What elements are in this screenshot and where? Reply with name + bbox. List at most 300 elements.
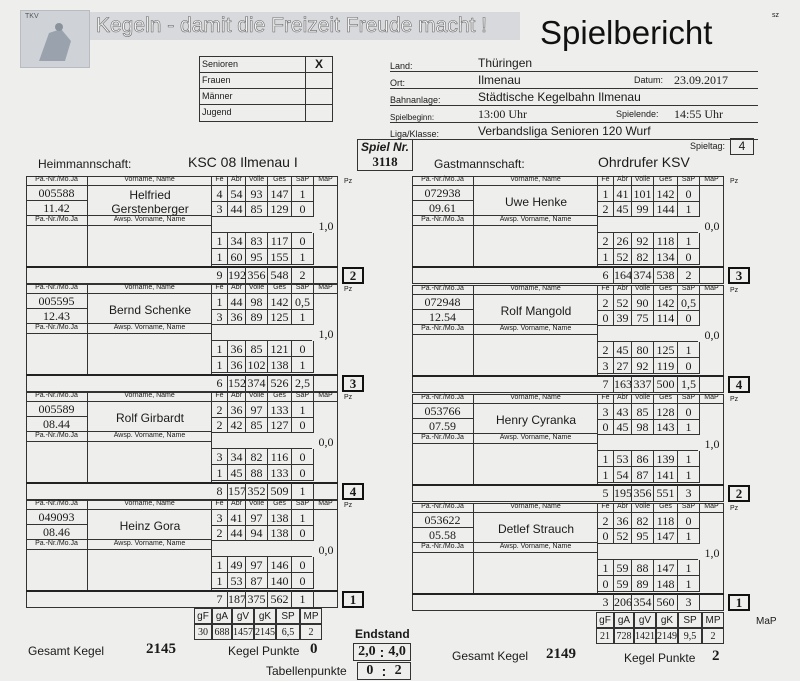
sub-name bbox=[88, 334, 212, 374]
player-pa: 053622 bbox=[412, 513, 474, 528]
player-pz: 4 bbox=[728, 376, 750, 393]
blank-row bbox=[212, 325, 312, 341]
col-header: Abr bbox=[614, 394, 632, 404]
score-cell: 0 bbox=[292, 573, 314, 589]
score-cell: 59 bbox=[614, 560, 632, 576]
sum-cell: 2,5 bbox=[292, 375, 314, 392]
col-header: Vorname, Name bbox=[88, 176, 212, 186]
banner-text: Kegeln - damit die Freizeit Freude macht ! bbox=[96, 14, 488, 37]
endstand-guest: 4,0 bbox=[388, 644, 406, 659]
score-cell: 0 bbox=[678, 186, 700, 202]
score-cell: 1 bbox=[678, 342, 700, 358]
score-cell: 117 bbox=[268, 233, 292, 249]
col-header: SaP bbox=[678, 503, 700, 513]
score-cell: 144 bbox=[654, 201, 678, 217]
col-header: Awsp. Vorname, Name bbox=[474, 325, 598, 335]
score-cell: 44 bbox=[228, 294, 246, 310]
score-cell: 119 bbox=[654, 358, 678, 374]
score-cell: 2 bbox=[212, 417, 228, 433]
score-cell: 1 bbox=[212, 233, 228, 249]
score-cell: 0 bbox=[292, 201, 314, 217]
score-cell: 139 bbox=[654, 451, 678, 467]
sub-pa bbox=[26, 550, 88, 590]
score-cell: 0 bbox=[598, 310, 614, 326]
score-cell: 34 bbox=[228, 449, 246, 465]
totals-header: MaP bbox=[756, 616, 777, 627]
totals-header: MP bbox=[702, 612, 724, 628]
sub-pa bbox=[26, 442, 88, 482]
score-cell: 75 bbox=[632, 310, 654, 326]
score-cell: 129 bbox=[268, 201, 292, 217]
tab-guest: 2 bbox=[394, 663, 402, 678]
score-cell: 1 bbox=[678, 419, 700, 435]
datum-value: 23.09.2017 bbox=[674, 73, 728, 87]
score-cell: 60 bbox=[228, 249, 246, 265]
score-cell: 41 bbox=[228, 510, 246, 526]
score-cell: 86 bbox=[632, 451, 654, 467]
col-header: Pa.-Nr./Mo.Ja bbox=[412, 325, 474, 335]
col-header: Fe bbox=[598, 176, 614, 186]
score-cell: 2 bbox=[598, 342, 614, 358]
col-header: Fe bbox=[598, 285, 614, 295]
corner-code: sz bbox=[772, 12, 779, 19]
col-header: Pz bbox=[344, 502, 353, 509]
player-pz: 1 bbox=[342, 591, 364, 608]
score-cell: 53 bbox=[228, 573, 246, 589]
score-cell: 0 bbox=[678, 310, 700, 326]
score-cell: 0 bbox=[678, 404, 700, 420]
score-cell: 36 bbox=[228, 341, 246, 357]
score-cell: 147 bbox=[268, 186, 292, 202]
score-cell: 1 bbox=[598, 249, 614, 265]
sum-cell: 195 bbox=[614, 486, 632, 500]
col-header: SaP bbox=[678, 176, 700, 186]
sum-cell: 2 bbox=[678, 267, 700, 284]
col-header: Volle bbox=[632, 285, 654, 295]
score-cell: 0 bbox=[292, 417, 314, 433]
tab-home: 0 bbox=[366, 663, 374, 678]
score-cell: 1 bbox=[212, 341, 228, 357]
col-header: Abr bbox=[228, 284, 246, 294]
col-header: Pz bbox=[344, 286, 353, 293]
home-team-name: KSC 08 Ilmenau I bbox=[188, 154, 298, 170]
player-pz: 2 bbox=[342, 267, 364, 284]
guest-kegel-punkte: 2 bbox=[712, 648, 720, 664]
sum-cell: 548 bbox=[268, 267, 292, 284]
totals-value: 688 bbox=[212, 624, 232, 640]
score-cell: 0 bbox=[598, 419, 614, 435]
col-header: Pa.-Nr./Mo.Ja bbox=[412, 176, 474, 186]
player-name: Detlef Strauch bbox=[497, 522, 575, 536]
score-cell: 3 bbox=[212, 510, 228, 526]
col-header: Vorname, Name bbox=[474, 503, 598, 513]
category-row: Jugend bbox=[200, 105, 332, 121]
score-cell: 98 bbox=[246, 294, 268, 310]
score-cell: 97 bbox=[246, 402, 268, 418]
sub-pa bbox=[412, 444, 474, 484]
col-header: Pa.-Nr./Mo.Ja bbox=[26, 284, 88, 294]
bahn-value: Städtische Kegelbahn Ilmenau bbox=[478, 90, 641, 104]
score-cell: 134 bbox=[654, 249, 678, 265]
score-cell: 0,5 bbox=[292, 294, 314, 310]
score-cell: 82 bbox=[246, 449, 268, 465]
score-cell: 102 bbox=[246, 357, 268, 373]
home-total-label: Gesamt Kegel bbox=[28, 644, 105, 658]
sum-cell: 375 bbox=[246, 591, 268, 608]
player-name: Helfried bbox=[129, 188, 171, 202]
col-header: Pz bbox=[344, 394, 353, 401]
score-cell: 101 bbox=[632, 186, 654, 202]
score-cell: 1 bbox=[292, 510, 314, 526]
score-cell: 1 bbox=[598, 560, 614, 576]
ort-value: Ilmenau bbox=[478, 73, 521, 87]
sum-cell: 8 bbox=[212, 483, 228, 500]
score-cell: 1 bbox=[598, 451, 614, 467]
player-moja: 09.61 bbox=[412, 201, 474, 216]
score-cell: 1 bbox=[598, 467, 614, 483]
score-cell: 88 bbox=[632, 560, 654, 576]
player-moja: 08.44 bbox=[26, 417, 88, 432]
sum-cell: 560 bbox=[654, 594, 678, 611]
score-cell: 1 bbox=[212, 294, 228, 310]
sub-name bbox=[88, 550, 212, 590]
sum-cell: 374 bbox=[246, 375, 268, 392]
col-header: Pa.-Nr./Mo.Ja bbox=[26, 324, 88, 334]
score-cell: 39 bbox=[614, 310, 632, 326]
score-cell: 41 bbox=[614, 186, 632, 202]
col-header: Fe bbox=[212, 284, 228, 294]
totals-value: 30 bbox=[194, 624, 212, 640]
sub-pa bbox=[26, 334, 88, 374]
player-moja: 07.59 bbox=[412, 419, 474, 434]
score-cell: 0 bbox=[598, 576, 614, 592]
score-cell: 95 bbox=[632, 528, 654, 544]
score-cell: 147 bbox=[654, 560, 678, 576]
score-cell: 85 bbox=[246, 341, 268, 357]
score-cell: 54 bbox=[614, 467, 632, 483]
col-header: Fe bbox=[598, 503, 614, 513]
sum-cell: 352 bbox=[246, 483, 268, 500]
score-cell: 49 bbox=[228, 557, 246, 573]
sum-cell: 337 bbox=[632, 376, 654, 393]
score-cell: 1 bbox=[678, 528, 700, 544]
sum-cell: 152 bbox=[228, 376, 246, 390]
totals-header: MP bbox=[300, 608, 322, 624]
blank-row bbox=[212, 217, 312, 233]
col-header: Vorname, Name bbox=[88, 500, 212, 510]
col-header: Ges bbox=[654, 285, 678, 295]
col-header: MaP bbox=[314, 500, 338, 510]
score-cell: 80 bbox=[632, 342, 654, 358]
score-cell: 45 bbox=[614, 342, 632, 358]
score-cell: 133 bbox=[268, 465, 292, 481]
category-row: Männer bbox=[200, 89, 332, 105]
score-cell: 4 bbox=[212, 186, 228, 202]
sum-cell: 187 bbox=[228, 592, 246, 606]
sum-cell: 3 bbox=[678, 485, 700, 502]
land-value: Thüringen bbox=[478, 56, 533, 70]
sub-name bbox=[474, 444, 598, 484]
sum-cell: 7 bbox=[598, 376, 614, 393]
score-cell: 3 bbox=[212, 201, 228, 217]
category-mark[interactable] bbox=[306, 89, 332, 104]
player-map: 1,0 bbox=[704, 437, 720, 451]
score-cell: 97 bbox=[246, 510, 268, 526]
score-cell: 83 bbox=[246, 233, 268, 249]
home-total-kegel: 2145 bbox=[146, 641, 176, 657]
sum-cell: 163 bbox=[614, 377, 632, 391]
sum-cell: 7 bbox=[212, 591, 228, 608]
player-pz: 3 bbox=[728, 267, 750, 284]
score-cell: 85 bbox=[246, 201, 268, 217]
score-cell: 45 bbox=[614, 419, 632, 435]
score-cell: 0 bbox=[292, 465, 314, 481]
score-cell: 1 bbox=[212, 573, 228, 589]
score-cell: 1 bbox=[292, 357, 314, 373]
sum-cell: 1,5 bbox=[678, 376, 700, 393]
score-cell: 92 bbox=[632, 233, 654, 249]
logo bbox=[20, 10, 90, 68]
match-info: Land: Thüringen Ort: Ilmenau Datum: 23.09.2017 Bahnanlage: Städtische Kegelbahn Ilmenau Spielbeginn: 13:00 Uhr Spielende: 14:55 Uhr Liga/Klasse: Verbandsliga Senioren 120 Wurf bbox=[390, 56, 758, 140]
category-mark[interactable]: X bbox=[314, 57, 323, 71]
player-map: 0,0 bbox=[704, 328, 720, 342]
bowling-figure-icon bbox=[31, 21, 81, 65]
col-header: Pa.-Nr./Mo.Ja bbox=[26, 500, 88, 510]
sum-cell: 1 bbox=[292, 591, 314, 608]
player-name: Rolf Girbardt bbox=[115, 411, 185, 425]
player-pz: 3 bbox=[342, 375, 364, 392]
player-pa: 005595 bbox=[26, 294, 88, 309]
score-cell: 44 bbox=[228, 201, 246, 217]
player-name: Uwe Henke bbox=[504, 195, 568, 209]
score-cell: 90 bbox=[632, 295, 654, 311]
player-pa: 053766 bbox=[412, 404, 474, 419]
score-cell: 52 bbox=[614, 249, 632, 265]
score-cell: 1 bbox=[212, 249, 228, 265]
score-cell: 1 bbox=[292, 402, 314, 418]
score-cell: 89 bbox=[246, 309, 268, 325]
col-header: MaP bbox=[700, 285, 724, 295]
score-cell: 0 bbox=[292, 557, 314, 573]
score-cell: 36 bbox=[228, 309, 246, 325]
player-moja: 12.54 bbox=[412, 310, 474, 325]
sum-cell: 9 bbox=[212, 267, 228, 284]
player-map: 1,0 bbox=[318, 219, 334, 233]
player-moja: 08.46 bbox=[26, 525, 88, 540]
player-map: 0,0 bbox=[318, 435, 334, 449]
score-cell: 2 bbox=[598, 233, 614, 249]
player-pa: 072938 bbox=[412, 186, 474, 201]
score-cell: 0 bbox=[292, 449, 314, 465]
col-header: Fe bbox=[212, 500, 228, 510]
col-header: Vorname, Name bbox=[474, 176, 598, 186]
score-cell: 52 bbox=[614, 295, 632, 311]
totals-header: gK bbox=[656, 612, 678, 628]
score-cell: 3 bbox=[212, 449, 228, 465]
score-cell: 36 bbox=[228, 402, 246, 418]
totals-value: 2 bbox=[300, 624, 322, 640]
col-header: Ges bbox=[654, 503, 678, 513]
blank-row bbox=[212, 433, 312, 449]
player-name: Gerstenberger bbox=[111, 202, 189, 216]
totals-header: SP bbox=[276, 608, 300, 624]
score-cell: 45 bbox=[614, 201, 632, 217]
sum-cell: 509 bbox=[268, 483, 292, 500]
score-cell: 3 bbox=[598, 404, 614, 420]
beginn-value: 13:00 Uhr bbox=[478, 107, 527, 121]
sum-cell: 354 bbox=[632, 594, 654, 611]
score-cell: 85 bbox=[246, 417, 268, 433]
blank-row bbox=[598, 217, 698, 233]
score-cell: 53 bbox=[614, 451, 632, 467]
col-header: Awsp. Vorname, Name bbox=[88, 324, 212, 334]
score-cell: 128 bbox=[654, 404, 678, 420]
score-cell: 1 bbox=[678, 451, 700, 467]
score-cell: 1 bbox=[678, 560, 700, 576]
score-cell: 36 bbox=[228, 357, 246, 373]
col-header: Ges bbox=[268, 392, 292, 402]
col-header: Awsp. Vorname, Name bbox=[88, 540, 212, 550]
player-pz: 2 bbox=[728, 485, 750, 502]
col-header: SaP bbox=[678, 285, 700, 295]
category-row: Frauen bbox=[200, 73, 332, 89]
totals-header: gF bbox=[596, 612, 614, 628]
score-cell: 118 bbox=[654, 233, 678, 249]
score-cell: 125 bbox=[654, 342, 678, 358]
score-cell: 0 bbox=[678, 358, 700, 374]
sum-cell: 1 bbox=[292, 483, 314, 500]
sum-cell: 3 bbox=[678, 594, 700, 611]
sum-cell: 562 bbox=[268, 591, 292, 608]
score-cell: 44 bbox=[228, 525, 246, 541]
player-pz: 1 bbox=[728, 594, 750, 611]
player-name: Heinz Gora bbox=[119, 519, 181, 533]
totals-value: 21 bbox=[596, 628, 614, 644]
col-header: Volle bbox=[246, 284, 268, 294]
col-header: MaP bbox=[314, 284, 338, 294]
sum-cell: 526 bbox=[268, 375, 292, 392]
score-cell: 1 bbox=[212, 557, 228, 573]
score-cell: 95 bbox=[246, 249, 268, 265]
sub-name bbox=[88, 442, 212, 482]
player-map: 0,0 bbox=[318, 543, 334, 557]
score-cell: 1 bbox=[598, 186, 614, 202]
col-header: Fe bbox=[598, 394, 614, 404]
score-cell: 34 bbox=[228, 233, 246, 249]
col-header: Ges bbox=[268, 176, 292, 186]
col-header: Awsp. Vorname, Name bbox=[88, 216, 212, 226]
col-header: SaP bbox=[292, 392, 314, 402]
totals-value: 9,5 bbox=[678, 628, 702, 644]
score-cell: 89 bbox=[632, 576, 654, 592]
player-map: 1,0 bbox=[704, 546, 720, 560]
sum-cell: 356 bbox=[246, 267, 268, 284]
category-mark[interactable] bbox=[306, 105, 332, 121]
score-cell: 1 bbox=[678, 233, 700, 249]
player-moja: 05.58 bbox=[412, 528, 474, 543]
player-map: 0,0 bbox=[704, 219, 720, 233]
totals-value: 2149 bbox=[656, 628, 678, 644]
category-mark[interactable] bbox=[306, 73, 332, 88]
player-name: Henry Cyranka bbox=[495, 413, 577, 427]
score-cell: 155 bbox=[268, 249, 292, 265]
blank-row bbox=[598, 326, 698, 342]
score-cell: 59 bbox=[614, 576, 632, 592]
score-cell: 2 bbox=[212, 402, 228, 418]
score-cell: 146 bbox=[268, 557, 292, 573]
score-cell: 3 bbox=[598, 358, 614, 374]
sum-cell: 206 bbox=[614, 595, 632, 609]
score-cell: 127 bbox=[268, 417, 292, 433]
player-pa: 049093 bbox=[26, 510, 88, 525]
sub-name bbox=[88, 226, 212, 266]
col-header: Vorname, Name bbox=[474, 285, 598, 295]
totals-header: gV bbox=[634, 612, 656, 628]
col-header: Volle bbox=[246, 500, 268, 510]
player-pa: 005588 bbox=[26, 186, 88, 201]
sub-pa bbox=[412, 226, 474, 266]
sub-name bbox=[474, 226, 598, 266]
col-header: SaP bbox=[678, 394, 700, 404]
score-cell: 82 bbox=[632, 513, 654, 529]
score-cell: 1 bbox=[212, 465, 228, 481]
liga-value: Verbandsliga Senioren 120 Wurf bbox=[478, 124, 651, 138]
sum-cell: 3 bbox=[598, 594, 614, 611]
col-header: Pa.-Nr./Mo.Ja bbox=[26, 392, 88, 402]
sum-cell: 5 bbox=[598, 485, 614, 502]
tabellenpunkte: 0 : 2 bbox=[357, 662, 411, 680]
score-cell: 52 bbox=[614, 528, 632, 544]
score-cell: 1 bbox=[212, 357, 228, 373]
col-header: MaP bbox=[700, 503, 724, 513]
score-cell: 0 bbox=[678, 513, 700, 529]
totals-value: 2 bbox=[702, 628, 724, 644]
col-header: Pa.-Nr./Mo.Ja bbox=[412, 543, 474, 553]
col-header: Pa.-Nr./Mo.Ja bbox=[412, 503, 474, 513]
score-cell: 85 bbox=[632, 404, 654, 420]
blank-row bbox=[598, 544, 698, 560]
score-cell: 0 bbox=[678, 249, 700, 265]
score-cell: 142 bbox=[654, 186, 678, 202]
col-header: Ges bbox=[654, 394, 678, 404]
sum-cell: 6 bbox=[598, 267, 614, 284]
score-cell: 42 bbox=[228, 417, 246, 433]
score-cell: 138 bbox=[268, 357, 292, 373]
score-cell: 133 bbox=[268, 402, 292, 418]
col-header: Vorname, Name bbox=[88, 284, 212, 294]
totals-value: 1421 bbox=[634, 628, 656, 644]
totals-header: gK bbox=[254, 608, 276, 624]
col-header: Awsp. Vorname, Name bbox=[474, 543, 598, 553]
col-header: Volle bbox=[632, 503, 654, 513]
col-header: Ges bbox=[268, 284, 292, 294]
col-header: Pa.-Nr./Mo.Ja bbox=[26, 432, 88, 442]
score-cell: 118 bbox=[654, 513, 678, 529]
col-header: Pz bbox=[730, 287, 739, 294]
col-header: SaP bbox=[292, 500, 314, 510]
col-header: Abr bbox=[614, 176, 632, 186]
col-header: Abr bbox=[228, 392, 246, 402]
score-cell: 88 bbox=[246, 465, 268, 481]
col-header: Pz bbox=[730, 178, 739, 185]
col-header: Pa.-Nr./Mo.Ja bbox=[26, 176, 88, 186]
score-cell: 3 bbox=[212, 309, 228, 325]
player-name: Bernd Schenke bbox=[108, 303, 192, 317]
col-header: Abr bbox=[228, 176, 246, 186]
score-cell: 2 bbox=[598, 513, 614, 529]
score-cell: 97 bbox=[246, 557, 268, 573]
spieltag-value: 4 bbox=[730, 138, 754, 155]
